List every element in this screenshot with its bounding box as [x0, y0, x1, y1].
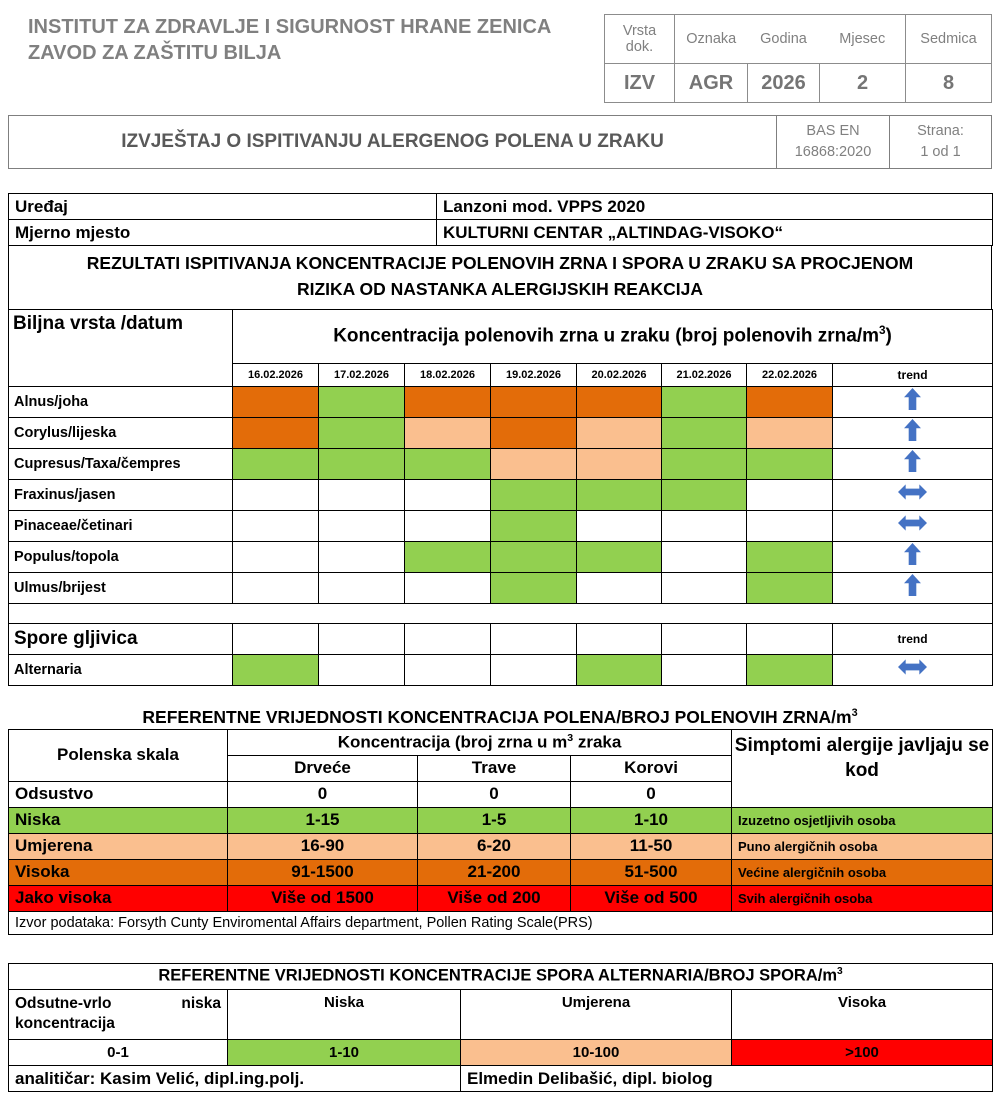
trend-up-icon: [904, 574, 921, 596]
trend-cell: [833, 479, 993, 510]
pollen-level-cell: [577, 510, 662, 541]
standard-line2: 16868:2020: [794, 144, 872, 160]
pollen-level-cell: [577, 654, 662, 685]
pollen-level-cell: [233, 417, 319, 448]
species-name: Populus/topola: [9, 541, 233, 572]
pollen-level-cell: [233, 510, 319, 541]
pollen-level-cell: [405, 572, 491, 603]
grid-header-row: [9, 309, 993, 363]
pollen-level-cell: [319, 510, 405, 541]
trend-cell: [833, 417, 993, 448]
device-row: [9, 194, 993, 220]
drvece-value: 0: [228, 781, 418, 807]
spore-trend-header: trend: [833, 623, 993, 654]
reference-table-title: REFERENTNE VRIJEDNOSTI KONCENTRACIJA POLENA/BROJ POLENOVIH ZRNA/$m^3$: [142, 706, 858, 727]
symptom-value: Puno alergičnih osoba: [732, 833, 993, 859]
korovi-value: Više od 500: [571, 885, 732, 911]
spacer-cell: [9, 603, 993, 623]
pollen-level-cell: [491, 510, 577, 541]
date-header-cell: 16.02.2026: [233, 363, 319, 386]
doc-meta-header-godina: Godina: [748, 15, 820, 64]
trave-value: 21-200: [418, 859, 571, 885]
concentration-header: Koncentracija polenovih zrna u zraku (broj polenovih zrna/$m^3$): [233, 309, 993, 363]
pollen-level-cell: [662, 654, 747, 685]
date-header-cell: 22.02.2026: [747, 363, 833, 386]
scale-label: Jako visoka: [9, 885, 228, 911]
trend-cell: [833, 654, 993, 685]
pollen-level-cell: [747, 572, 833, 603]
pollen-level-cell: [491, 654, 577, 685]
doc-meta-value-row: [605, 64, 992, 103]
analyst-left: analitičar: Kasim Velić, dipl.ing.polj.: [9, 1066, 461, 1092]
spore-range-value: >100: [732, 1040, 993, 1066]
drvece-value: 91-1500: [228, 859, 418, 885]
drvece-value: Više od 1500: [228, 885, 418, 911]
pollen-level-cell: [405, 417, 491, 448]
scale-label: Visoka: [9, 859, 228, 885]
spore-reference-title-row: [9, 963, 993, 989]
reference-row: [9, 885, 993, 911]
trend-cell: [833, 541, 993, 572]
spacer-row: [9, 603, 993, 623]
symptom-value: Izuzetno osjetljivih osoba: [732, 807, 993, 833]
spore-values-row: [9, 1040, 993, 1066]
pollen-level-cell: [662, 479, 747, 510]
pollen-level-cell: [577, 448, 662, 479]
spore-header-visoka: Visoka: [732, 989, 993, 1040]
pollen-level-cell: [405, 448, 491, 479]
scale-label: Niska: [9, 807, 228, 833]
trend-up-icon: [904, 543, 921, 565]
doc-month-value: 2: [820, 64, 906, 103]
species-name: Alternaria: [9, 654, 233, 685]
spore-range-value: 0-1: [9, 1040, 228, 1066]
korovi-value: 11-50: [571, 833, 732, 859]
pollen-row: [9, 510, 993, 541]
pollen-level-cell: [747, 479, 833, 510]
spore-header-umjerena: Umjerena: [461, 989, 732, 1040]
device-value: Lanzoni mod. VPPS 2020: [437, 194, 993, 220]
reference-row: [9, 807, 993, 833]
pollen-level-cell: [319, 572, 405, 603]
pollen-level-cell: [662, 541, 747, 572]
pollen-level-cell: [319, 386, 405, 417]
pollen-level-cell: [405, 386, 491, 417]
trave-value: 6-20: [418, 833, 571, 859]
doc-meta-table: [604, 14, 992, 103]
pollen-row: [9, 541, 993, 572]
spore-reference-title: REFERENTNE VRIJEDNOSTI KONCENTRACIJE SPORA ALTERNARIA/BROJ SPORA/$m^3$: [9, 963, 993, 989]
drvece-value: 1-15: [228, 807, 418, 833]
institute-name: [8, 14, 588, 66]
spore-reference-body: [9, 963, 993, 1092]
symptom-value: Većine alergičnih osoba: [732, 859, 993, 885]
institute-line2: ZAVOD ZA ZAŠTITU BILJA: [28, 42, 282, 64]
trend-cell: [833, 448, 993, 479]
doc-meta-header-vrsta: Vrsta dok.: [605, 15, 675, 64]
empty-cell: [233, 623, 319, 654]
device-info-table: [8, 193, 993, 246]
spore-header-niska: Niska: [228, 989, 461, 1040]
pollen-level-cell: [319, 448, 405, 479]
pollen-level-cell: [662, 572, 747, 603]
pollen-level-cell: [405, 479, 491, 510]
pollen-level-cell: [662, 448, 747, 479]
date-header-cell: 20.02.2026: [577, 363, 662, 386]
date-header-cell: 18.02.2026: [405, 363, 491, 386]
page-value: 1 od 1: [920, 144, 961, 160]
page-header: [8, 14, 992, 103]
doc-meta-header-sedmica: Sedmica: [906, 15, 992, 64]
doc-meta-header-mjesec: Mjesec: [820, 15, 906, 64]
spore-range-value: 1-10: [228, 1040, 461, 1066]
doc-code-value: AGR: [675, 64, 748, 103]
pollen-level-cell: [662, 386, 747, 417]
symptoms-header: Simptomi alergije javljaju se kod: [732, 729, 993, 807]
spore-reference-table: [8, 963, 993, 1093]
spore-range-value: 10-100: [461, 1040, 732, 1066]
pollen-row: [9, 572, 993, 603]
pollen-level-cell: [491, 541, 577, 572]
scale-header: Polenska skala: [9, 729, 228, 781]
doc-year-value: 2026: [748, 64, 820, 103]
pollen-level-cell: [491, 417, 577, 448]
species-name: Alnus/joha: [9, 386, 233, 417]
reference-table-body: [9, 729, 993, 934]
pollen-row: [9, 479, 993, 510]
source-note: Izvor podataka: Forsyth Cunty Enviromental Affairs department, Pollen Rating Scale(PRS): [9, 911, 993, 934]
subheader-korovi: Korovi: [571, 755, 732, 781]
pollen-level-cell: [747, 541, 833, 572]
reference-row: [9, 859, 993, 885]
scale-label: Odsustvo: [9, 781, 228, 807]
report-title: IZVJEŠTAJ O ISPITIVANJU ALERGENOG POLENA U ZRAKU: [9, 116, 777, 168]
trave-value: 0: [418, 781, 571, 807]
location-value: KULTURNI CENTAR „ALTINDAG-VISOKO“: [437, 220, 993, 246]
pollen-level-cell: [405, 510, 491, 541]
korovi-value: 51-500: [571, 859, 732, 885]
pollen-level-cell: [491, 448, 577, 479]
pollen-grid-table: [8, 309, 993, 686]
trend-up-icon: [904, 450, 921, 472]
page-label: Strana:: [917, 122, 964, 139]
pollen-level-cell: [747, 386, 833, 417]
scale-label: Umjerena: [9, 833, 228, 859]
pollen-level-cell: [577, 479, 662, 510]
date-header-cell: 21.02.2026: [662, 363, 747, 386]
trave-value: Više od 200: [418, 885, 571, 911]
species-name: Pinaceae/četinari: [9, 510, 233, 541]
species-name: Fraxinus/jasen: [9, 479, 233, 510]
symptom-value: Svih alergičnih osoba: [732, 885, 993, 911]
page-number: [890, 116, 991, 168]
doc-type-value: IZV: [605, 64, 675, 103]
spore-section: [9, 603, 993, 685]
doc-week-value: 8: [906, 64, 992, 103]
species-name: Ulmus/brijest: [9, 572, 233, 603]
empty-cell: [405, 623, 491, 654]
doc-meta-header-oznaka: Oznaka: [675, 15, 748, 64]
pollen-level-cell: [233, 479, 319, 510]
empty-cell: [491, 623, 577, 654]
trave-value: 1-5: [418, 807, 571, 833]
pollen-row: [9, 448, 993, 479]
concentration-group-header: Koncentracija (broj zrna u $m^3$ zraka: [228, 729, 732, 755]
pollen-level-cell: [747, 448, 833, 479]
pollen-level-cell: [319, 654, 405, 685]
empty-cell: [319, 623, 405, 654]
pollen-level-cell: [747, 510, 833, 541]
pollen-level-cell: [319, 479, 405, 510]
pollen-level-cell: [491, 479, 577, 510]
pollen-level-cell: [405, 654, 491, 685]
trend-stable-icon: [898, 514, 927, 532]
standard-line1: BAS EN: [806, 122, 860, 139]
standard-reference: [777, 116, 890, 168]
pollen-level-cell: [577, 572, 662, 603]
pollen-level-cell: [233, 654, 319, 685]
subheader-trave: Trave: [418, 755, 571, 781]
source-row: [9, 911, 993, 934]
institute-line1: INSTITUT ZA ZDRAVLJE I SIGURNOST HRANE ZENICA: [28, 16, 552, 38]
pollen-level-cell: [577, 417, 662, 448]
pollen-row: [9, 417, 993, 448]
trend-up-icon: [904, 419, 921, 441]
pollen-level-cell: [233, 572, 319, 603]
trend-up-icon: [904, 388, 921, 410]
species-name: Cupresus/Taxa/čempres: [9, 448, 233, 479]
subheader-drvece: Drveće: [228, 755, 418, 781]
trend-cell: [833, 510, 993, 541]
pollen-row: [9, 386, 993, 417]
pollen-level-cell: [747, 654, 833, 685]
spore-section-header: Spore gljivica: [9, 623, 233, 654]
results-heading: REZULTATI ISPITIVANJA KONCENTRACIJE POLENOVIH ZRNA I SPORA U ZRAKU SA PROCJENOM RIZIKA OD NASTANKA ALERGIJSKIH REAKCIJA: [8, 246, 992, 309]
reference-header-row: [9, 729, 993, 755]
pollen-level-cell: [233, 386, 319, 417]
pollen-level-cell: [319, 417, 405, 448]
pollen-row: [9, 654, 993, 685]
trend-cell: [833, 572, 993, 603]
empty-cell: [577, 623, 662, 654]
pollen-level-cell: [319, 541, 405, 572]
pollen-level-cell: [491, 386, 577, 417]
empty-cell: [662, 623, 747, 654]
analyst-row: [9, 1066, 993, 1092]
reference-table: [8, 729, 993, 935]
doc-meta-header-row: [605, 15, 992, 64]
spore-header-absent: Odsutne-vrlo niska koncentracija: [9, 989, 228, 1040]
spore-reference-header-row: [9, 989, 993, 1040]
trend-stable-icon: [898, 483, 927, 501]
pollen-level-cell: [233, 541, 319, 572]
location-label: Mjerno mjesto: [9, 220, 437, 246]
grid-header-section: [9, 309, 993, 386]
date-header-cell: 19.02.2026: [491, 363, 577, 386]
trend-stable-icon: [898, 658, 927, 676]
spore-header-row: [9, 623, 993, 654]
pollen-rows-section: [9, 386, 993, 603]
pollen-level-cell: [405, 541, 491, 572]
reference-row: [9, 833, 993, 859]
species-name: Corylus/lijeska: [9, 417, 233, 448]
location-row: [9, 220, 993, 246]
pollen-level-cell: [662, 510, 747, 541]
korovi-value: 1-10: [571, 807, 732, 833]
empty-cell: [747, 623, 833, 654]
pollen-level-cell: [747, 417, 833, 448]
pollen-level-cell: [233, 448, 319, 479]
drvece-value: 16-90: [228, 833, 418, 859]
analyst-right: Elmedin Delibašić, dipl. biolog: [461, 1066, 993, 1092]
trend-cell: [833, 386, 993, 417]
device-label: Uređaj: [9, 194, 437, 220]
pollen-level-cell: [662, 417, 747, 448]
pollen-level-cell: [577, 541, 662, 572]
pollen-level-cell: [491, 572, 577, 603]
date-header-cell: 17.02.2026: [319, 363, 405, 386]
title-bar: [8, 115, 992, 169]
species-date-header: Biljna vrsta /datum: [9, 309, 233, 386]
trend-header: trend: [833, 363, 993, 386]
korovi-value: 0: [571, 781, 732, 807]
pollen-level-cell: [577, 386, 662, 417]
